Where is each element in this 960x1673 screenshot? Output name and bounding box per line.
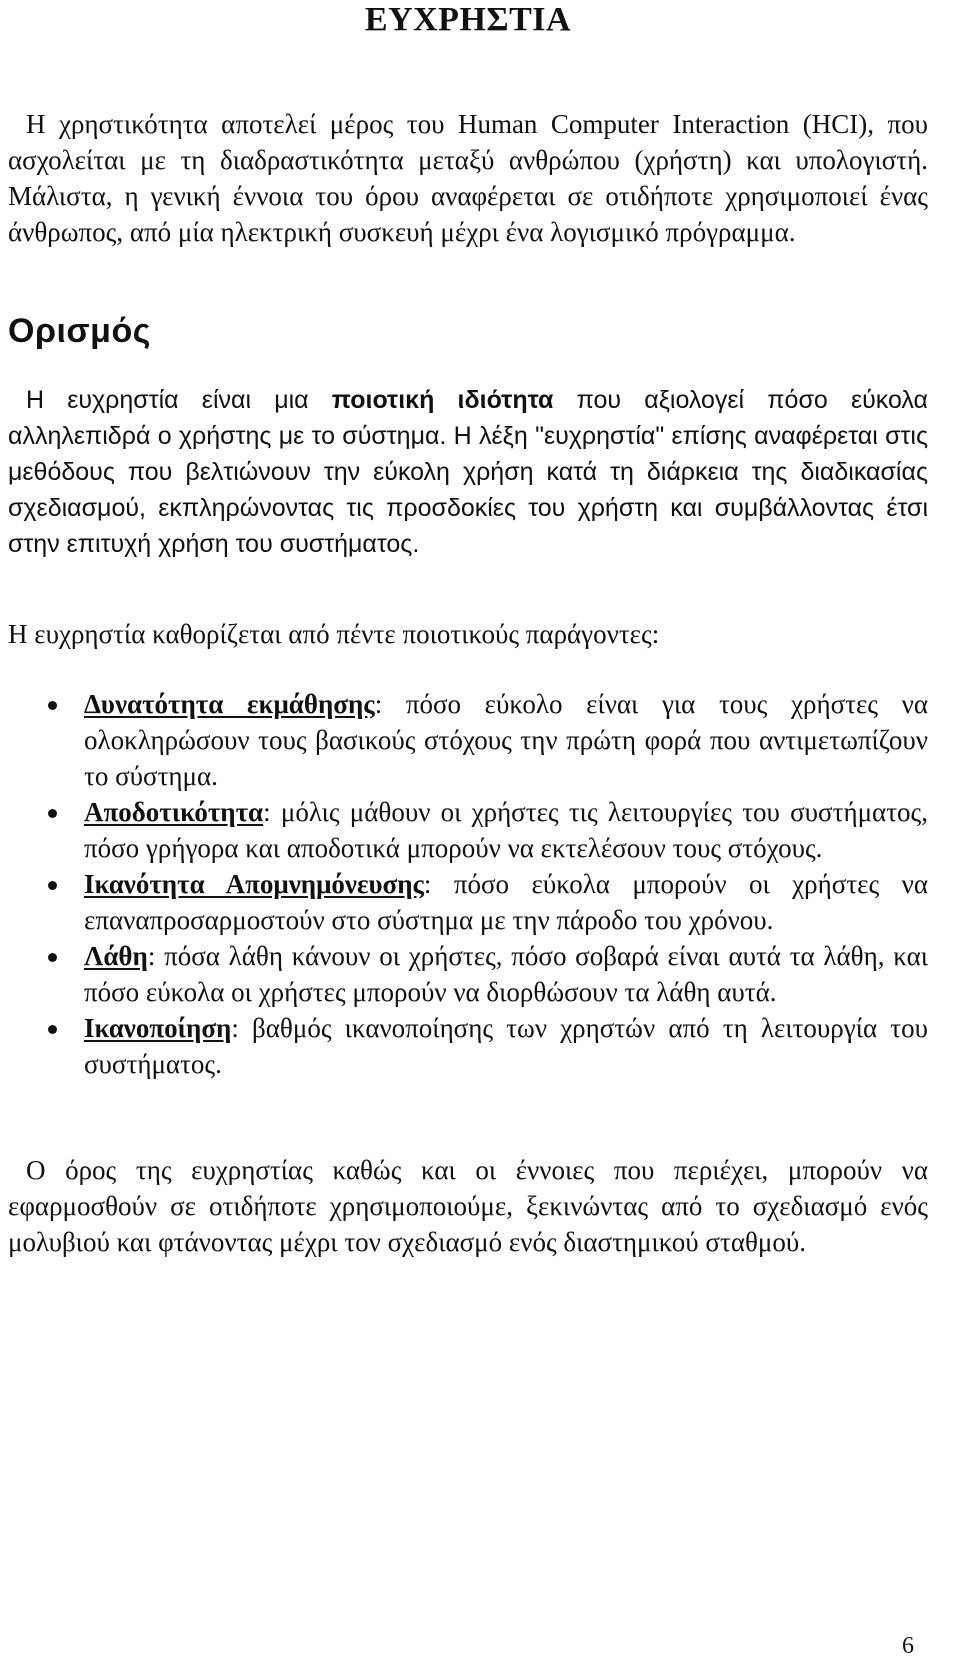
factor-description: : βαθμός ικανοποίησης των χρηστών από τη λειτουργία του συστήματος. (84, 1013, 928, 1079)
factor-description: : μόλις μάθουν οι χρήστες τις λειτουργίες του συστήματος, πόσο γρήγορα και αποδοτικά μπορούν να εκτελέσουν τους στόχους. (84, 797, 928, 863)
closing-paragraph: Ο όρος της ευχρηστίας καθώς και οι έννοιες που περιέχει, μπορούν να εφαρμοσθούν σε οτιδήποτε χρησιμοποιούμε, ξεκινώντας από το σχεδιασμό ενός μολυβιού και φτάνοντας μέχρι τον σχεδιασμό ενός διαστημικού σταθμού. (8, 1155, 928, 1257)
document-page (8, 0, 928, 1260)
bullet-icon (48, 953, 57, 962)
factors-list (8, 686, 928, 1082)
factor-description: : πόσα λάθη κάνουν οι χρήστες, πόσο σοβαρά είναι αυτά τα λάθη, και πόσο εύκολα οι χρήστες μπορούν να διορθώσουν τα λάθη αυτά. (84, 941, 928, 1007)
intro-paragraph: Η χρηστικότητα αποτελεί μέρος του Human Computer Interaction (HCI), που ασχολείται με τη διαδραστικότητα μεταξύ ανθρώπου (χρήστη) και υπολογιστή. Μάλιστα, η γενική έννοια του όρου αναφέρεται σε οτιδήποτε χρησιμοποιεί ένας άνθρωπος, από μία ηλεκτρική συσκευή μέχρι ένα λογισμικό πρόγραμμα. (8, 109, 928, 247)
factors-intro: Η ευχρηστία καθορίζεται από πέντε ποιοτικούς παράγοντες: (8, 619, 660, 649)
definition-text-end: που αξιολογεί πόσο εύκολα αλληλεπιδρά ο χρήστης με το σύστημα. Η λέξη "ευχρηστία" επίσης αναφέρεται στις μεθόδους που βελτιώνουν την εύκολη χρήση κατά τη διάρκεια της διαδικασίας σχεδιασμού, εκπληρώνοντας τις προσδοκίες του χρήστη και συμβάλλοντας έτσι στην επιτυχή χρήση του συστήματος. (8, 386, 928, 558)
list-item (8, 794, 928, 866)
factor-description: : πόσο εύκολα μπορούν οι χρήστες να επαναπροσαρμοστούν στο σύστημα με την πάροδο του χρόνου. (84, 869, 928, 935)
factor-term: Δυνατότητα εκμάθησης (84, 689, 375, 719)
factor-term: Αποδοτικότητα (84, 797, 264, 827)
factor-term: Ικανότητα Απομνημόνευσης (84, 869, 424, 899)
bullet-icon (48, 809, 57, 818)
bullet-icon (48, 701, 57, 710)
list-item (8, 686, 928, 794)
page-title: ΕΥΧΡΗΣΤΙΑ (364, 1, 572, 38)
list-item (8, 866, 928, 938)
list-item (8, 938, 928, 1010)
definition-emphasis: ποιοτική ιδιότητα (331, 386, 554, 414)
definition-text-start: Η ευχρηστία είναι μια (26, 386, 332, 414)
factor-term: Λάθη (84, 941, 148, 971)
bullet-icon (48, 1025, 57, 1034)
factor-term: Ικανοποίηση (84, 1013, 232, 1043)
list-item (8, 1010, 928, 1082)
bullet-icon (48, 881, 57, 890)
page-number: 6 (902, 1633, 914, 1659)
definition-heading: Ορισμός (8, 312, 151, 350)
definition-paragraph (8, 382, 928, 562)
factor-description: : πόσο εύκολο είναι για τους χρήστες να ολοκληρώσουν τους βασικούς στόχους την πρώτη φορά που αντιμετωπίζουν το σύστημα. (84, 689, 928, 791)
